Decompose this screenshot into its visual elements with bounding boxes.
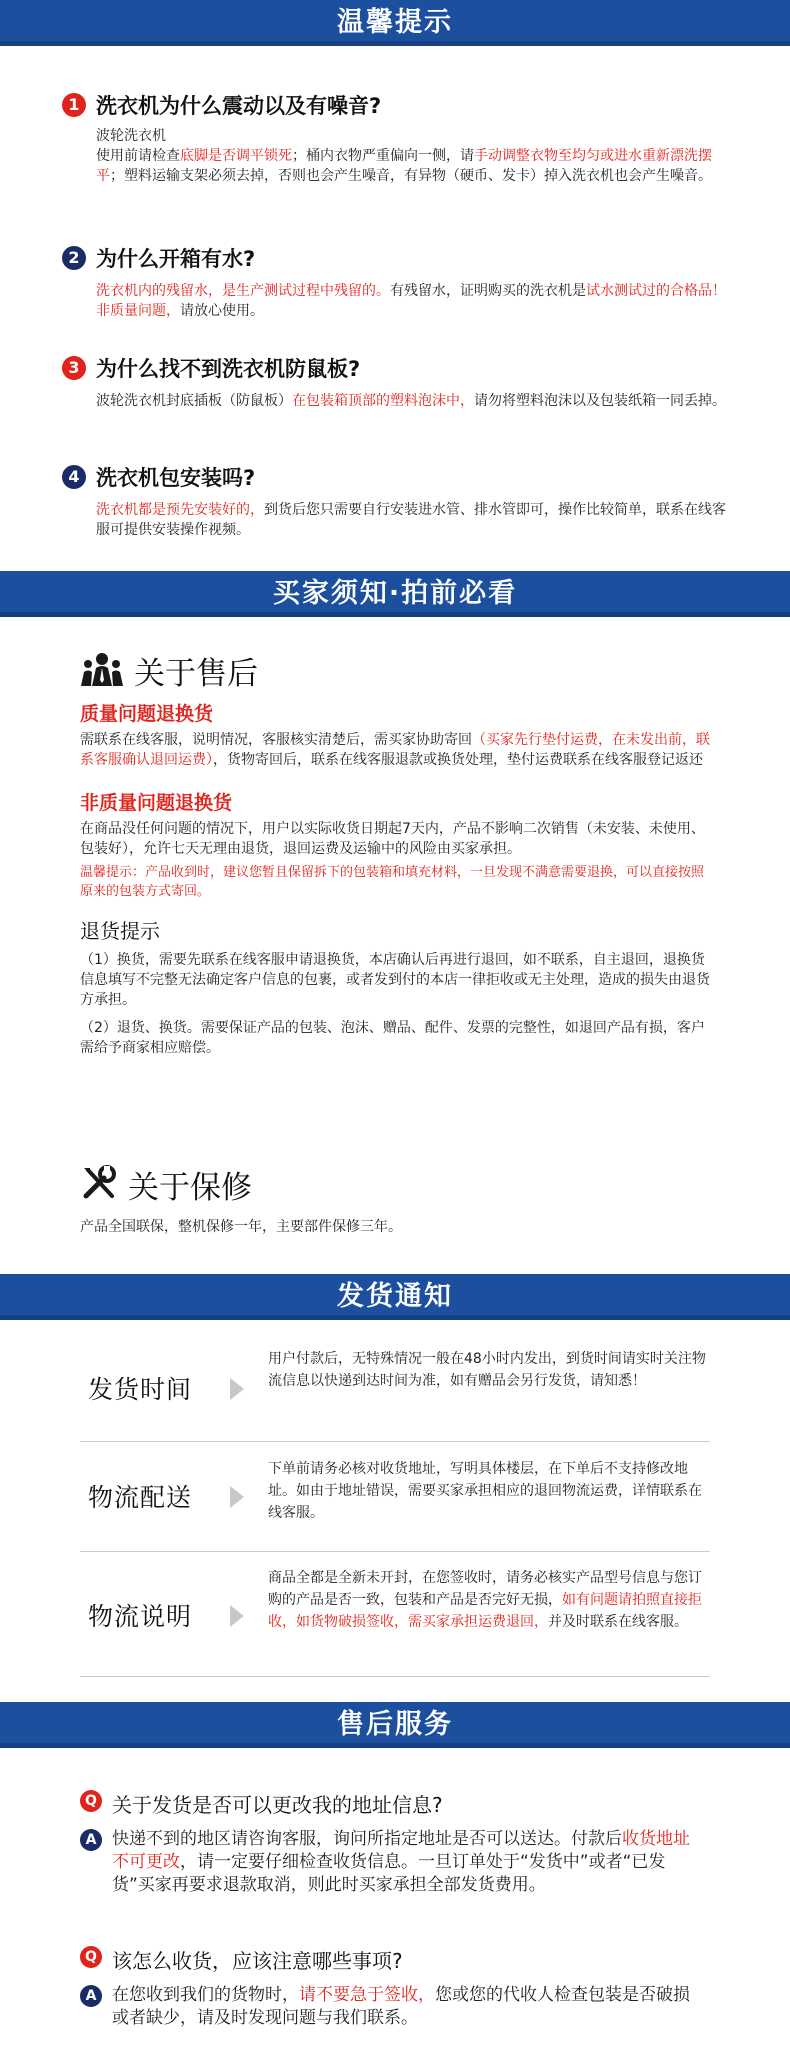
qa-2 [0,1945,790,2030]
divider [80,1551,710,1552]
customer-service-icon [80,652,124,690]
shipping-row-notes [80,1567,710,1667]
return-tip-2: （2）退货、换货。需要保证产品的包装、泡沫、赠品、配件、发票的完整性，如退回产品有损，客户需给予商家相应赔偿。 [80,1020,705,1056]
tip-title: 洗衣机包安装吗? [96,466,256,490]
tip-3 [0,353,790,411]
number-badge-1: 1 [62,93,86,117]
tip-title: 洗衣机为什么震动以及有噪音? [96,94,382,118]
number-badge-4: 4 [62,465,86,489]
shipping-label: 物流配送 [88,1483,193,1512]
quality-heading: 质量问题退换货 [80,703,214,725]
tip-1 [0,90,790,186]
banner-aftersale [0,1702,790,1748]
answer-badge: A [80,1829,102,1851]
warm-tip: 温馨提示：产品收到时，建议您暂且保留拆下的包装箱和填充材料，一旦发现不满意需要退换，可以直接按照原来的包装方式寄回。 [80,865,705,899]
quality-text: 需联系在线客服，说明情况，客服核实清楚后，需买家协助寄回（买家先行垫付运费，在未发出前，联系客服确认退回运费），货物寄回后，联系在线客服退款或换货处理，垫付运费联系在线客服登记返还 [80,732,710,768]
triangle-icon [230,1486,244,1508]
question-text: 关于发货是否可以更改我的地址信息? [112,1793,443,1817]
divider [80,1676,710,1677]
shipping-row-time [80,1348,710,1438]
tip-title: 为什么找不到洗衣机防鼠板? [96,357,361,381]
shipping-row-delivery [80,1458,710,1548]
aftersale-block [0,648,790,1058]
shipping-text: 用户付款后，无特殊情况一般在48小时内发出，到货时间请实时关注物流信息以快递到达时间为准，如有赠品会另行发货，请知悉！ [268,1351,706,1389]
banner-title: 发货通知 [337,1281,453,1312]
triangle-icon [230,1378,244,1400]
shipping-label: 物流说明 [88,1602,193,1631]
return-tips-heading: 退货提示 [80,919,160,943]
warranty-block [0,1162,790,1237]
qa-1 [0,1789,790,1897]
warranty-text: 产品全国联保，整机保修一年，主要部件保修三年。 [80,1219,402,1235]
triangle-icon [230,1605,244,1627]
banner-tips [0,0,790,46]
question-text: 该怎么收货，应该注意哪些事项? [112,1949,403,1973]
tip-2 [0,243,790,321]
tools-icon [80,1164,118,1206]
banner-title: 温馨提示 [337,7,453,38]
nonquality-text: 在商品没任何问题的情况下，用户以实际收货日期起7天内，产品不影响二次销售（未安装、未使用、包装好），允许七天无理由退货，退回运费及运输中的风险由买家承担。 [80,821,705,857]
shipping-text: 商品全都是全新未开封，在您签收时，请务必核实产品型号信息与您订购的产品是否一致，包装和产品是否完好无损，如有问题请拍照直接拒收，如货物破损签收，需买家承担运费退回，并及时联系在线客服。 [268,1570,702,1630]
divider [80,1441,710,1442]
section-title: 关于保修 [128,1170,252,1206]
shipping-text: 下单前请务必核对收货地址，写明具体楼层，在下单后不支持修改地址。如由于地址错误，需要买家承担相应的退回物流运费，详情联系在线客服。 [268,1461,702,1521]
tip-text: 使用前请检查底脚是否调平锁死；桶内衣物严重偏向一侧，请手动调整衣物至均匀或进水重新漂洗摆平；塑料运输支架必须去掉，否则也会产生噪音，有异物（硬币、发卡）掉入洗衣机也会产生噪音。 [96,148,712,184]
number-badge-3: 3 [62,356,86,380]
tip-title: 为什么开箱有水? [96,247,256,271]
question-badge: Q [80,1946,102,1968]
section-title: 关于售后 [134,656,258,692]
answer-text: 快递不到的地区请咨询客服，询问所指定地址是否可以送达。付款后收货地址不可更改，请一定要仔细检查收货信息。一旦订单处于“发货中”或者“已发货”买家再要求退款取消，则此时买家承担全部发货费用。 [112,1829,690,1895]
nonquality-heading: 非质量问题退换货 [80,792,233,814]
answer-text: 在您收到我们的货物时，请不要急于签收，您或您的代收人检查包装是否破损或者缺少，请及时发现问题与我们联系。 [112,1985,690,2028]
return-tip-1: （1）换货，需要先联系在线客服申请退换货，本店确认后再进行退回，如不联系，自主退回，退换货信息填写不完整无法确定客户信息的包裹，或者发到付的本店一律拒收或无主处理，造成的损失由退货方承担。 [80,952,710,1008]
tip-text: 洗衣机内的残留水，是生产测试过程中残留的。有残留水，证明购买的洗衣机是试水测试过的合格品！非质量问题，请放心使用。 [96,283,726,319]
banner-notice [0,571,790,617]
banner-title: 买家须知·拍前必看 [272,578,518,609]
question-badge: Q [80,1790,102,1812]
tip-4 [0,462,790,540]
number-badge-2: 2 [62,246,86,270]
banner-shipping [0,1274,790,1320]
tip-text: 波轮洗衣机 [96,128,166,144]
banner-title: 售后服务 [337,1709,453,1740]
tip-text: 洗衣机都是预先安装好的，到货后您只需要自行安装进水管、排水管即可，操作比较简单，联系在线客服可提供安装操作视频。 [96,502,726,538]
tip-text: 波轮洗衣机封底插板（防鼠板）在包装箱顶部的塑料泡沫中，请勿将塑料泡沫以及包装纸箱一同丢掉。 [96,393,726,409]
answer-badge: A [80,1985,102,2007]
shipping-label: 发货时间 [88,1375,193,1404]
